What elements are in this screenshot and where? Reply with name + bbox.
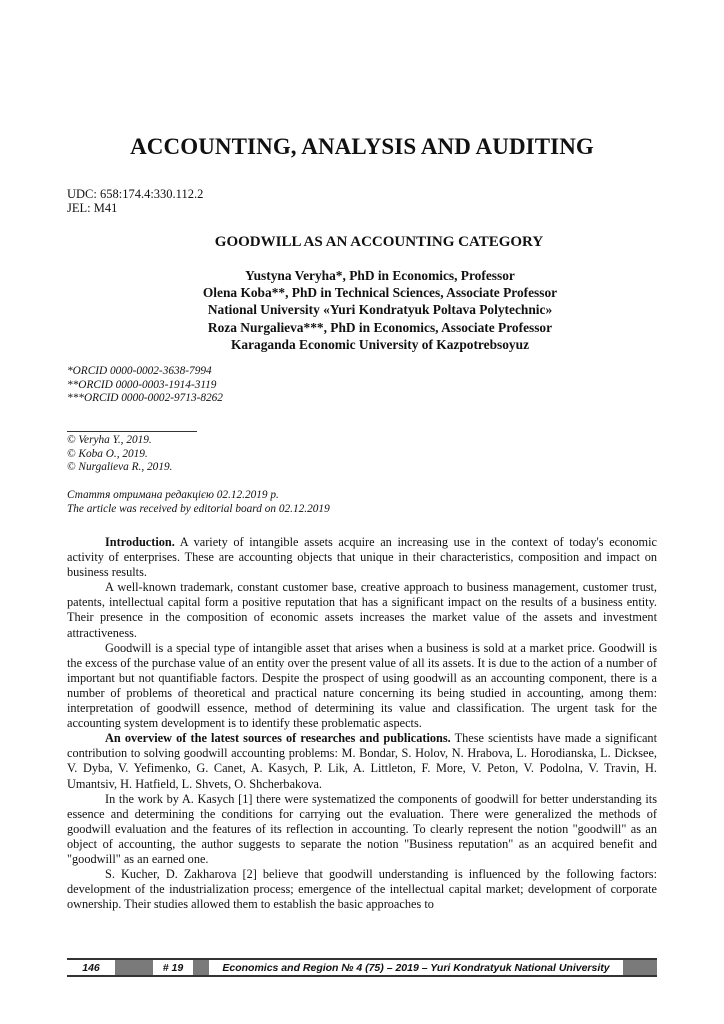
footer-spacer [115,960,153,975]
received-en: The article was received by editorial board on 02.12.2019 [67,502,330,515]
page-footer [67,958,657,977]
footer-spacer [193,960,209,975]
author-block [120,267,640,353]
paragraph-text: These scientists have made a significant contribution to solving goodwill accounting problems: M. Bondar, S. Holov, N. Hrabova, L. Horodianska, L. Dicksee, V. Dyba, V. Yefimenko, G. Canet, A. Kasych, P. Lik, A. Littleton, F. More, V. Peton, V. Podolna, V. Travin, H. Umantsiv, H. Hatfield, L. Shvets, O. Shcherbakova. [67,731,657,791]
copyright-line: © Veryha Y., 2019. [67,434,152,446]
jel-code: JEL: M41 [67,201,118,215]
paragraph [67,792,657,867]
paragraph-lead: Introduction. [105,535,175,549]
orcid-line: *ORCID 0000-0002-3638-7994 [67,365,212,377]
article-title: GOODWILL AS AN ACCOUNTING CATEGORY [214,234,544,250]
copyright-line: © Nurgalieva R., 2019. [67,461,173,474]
paragraph-text: S. Kucher, D. Zakharova [2] believe that goodwill understanding is influenced by the following factors: development of the industrialization process; emergence of the intellectual capital market; development of corporate ownership. Their studies allowed them to establish the basic approaches to [67,867,657,912]
copyright-line: © Koba O., 2019. [67,447,148,460]
separator-line [67,431,197,432]
paragraph-text: A variety of intangible assets acquire an increasing use in the context of today's economic activity of enterprises. These are accounting objects that unique in their characteristics, composition and impact on business results. [67,535,657,580]
paragraph-text: A well-known trademark, constant customer base, creative approach to business management, customer trust, patents, intellectual capital form a positive reputation that has a significant impact on the results of a business entity. Their presence in the composition of economic assets increases the market value of the assets and investment attractiveness. [67,580,657,640]
journal-name: Economics and Region № 4 (75) – 2019 – Yuri Kondratyuk National University [222,961,610,974]
paragraph [67,731,657,791]
issue-number: # 19 [162,961,184,974]
orcid-line: ***ORCID 0000-0002-9713-8262 [67,392,223,405]
orcid-line: **ORCID 0000-0003-1914-3119 [67,378,217,391]
page-number: 146 [82,961,100,974]
paragraph [67,580,657,640]
udc-code: UDC: 658:174.4:330.112.2 [67,187,204,201]
orcid-list [67,365,223,406]
paragraph [67,641,657,732]
author-line: Olena Koba**, PhD in Technical Sciences, Associate Professor [202,285,558,301]
paragraph [67,535,657,580]
affiliation-line: Karaganda Economic University of Kazpotrebsoyuz [230,336,530,352]
paragraph-text: Goodwill is a special type of intangible asset that arises when a business is sold at a market price. Goodwill is the excess of the purchase value of an entity over the present value of all its assets. It is due to the action of a number of important but not quantifiable factors. Despite the prospect of using goodwill as an accounting component, there is a number of problems of theoretical and practical nature concerning its being studied in accounting, among them: interpretation of goodwill essence, method of determining its value and classification. The urgent task for the accounting system development is to identify these problematic aspects. [67,640,657,731]
author-line: Roza Nurgalieva***, PhD in Economics, Associate Professor [207,319,553,335]
paragraph-text: In the work by A. Kasych [1] there were systematized the components of goodwill for better understanding its essence and determining the conditions for carrying out the evaluation. There were generalized the methods of goodwill evaluation and the features of its reflection in accounting. To clearly represent the notion "goodwill" as an object of accounting, the author suggests to separate the notion "Business reputation" as an acquired benefit and "goodwill" as an earned one. [67,791,657,866]
paragraph-lead: An overview of the latest sources of researches and publications. [105,731,451,746]
received-ua: Стаття отримана редакцією 02.12.2019 р. [67,489,279,501]
article-body [67,535,657,912]
footer-spacer [623,960,657,975]
section-title: ACCOUNTING, ANALYSIS AND AUDITING [130,134,594,159]
affiliation-line: National University «Yuri Kondratyuk Poltava Polytechnic» [207,302,553,318]
paragraph [67,867,657,912]
copyright-list [67,434,172,475]
received-note [67,489,330,516]
author-line: Yustyna Veryha*, PhD in Economics, Professor [245,268,515,283]
